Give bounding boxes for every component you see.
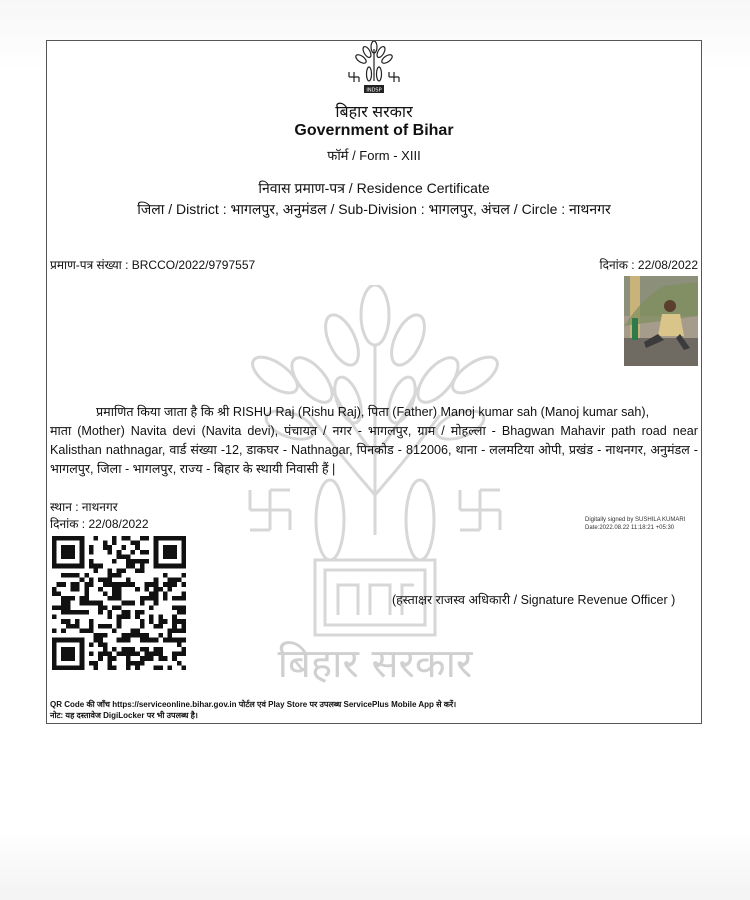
watermark-text: बिहार सरकार [277,641,473,685]
government-hindi: बिहार सरकार [335,104,413,121]
certificate-number: प्रमाण-पत्र संख्या : BRCCO/2022/9797557 [50,258,256,272]
certificate-title: निवास प्रमाण-पत्र / Residence Certificate [258,180,490,196]
body-rest: माता (Mother) Navita devi (Navita devi), पंचायत / नगर - भागलपुर, ग्राम / मोहल्ला - Bhagwan Mahavir path road near Kalisthan nathnagar, वार्ड संख्या -12, डाकघर - Nathnagar, पिनकोड - 812006, थाना - ललमटिया ओपी, प्रखंड - नाथनगर, अनुमंडल - भागलपुर, जिला - भागलपुर, राज्य - बिहार के स्थायी निवासी हैं | [50,424,698,476]
bihar-emblem-watermark [230,285,520,685]
qr-code [52,536,186,670]
body-line-1: प्रमाणित किया जाता है कि श्री RISHU Raj (Rishu Raj), पिता (Father) Manoj kumar sah (Manoj kumar sah), [96,405,650,419]
digital-signature-date: Date:2022.08.22 11:18:21 +05:30 [585,525,675,531]
place-date: दिनांक : 22/08/2022 [50,517,149,531]
footer-digilocker-note: नोट: यह दस्तावेज DigiLocker पर भी उपलब्ध है। [50,711,198,720]
digital-signature [585,516,685,532]
footer-qr-note: QR Code की जाँच https://serviceonline.bihar.gov.in पोर्टल एवं Play Store पर उपलब्ध ServicePlus Mobile App से करें। [50,700,457,709]
signature-label: (हस्ताक्षर राजस्व अधिकारी / Signature Revenue Officer ) [392,593,676,607]
certificate-body [50,403,698,479]
place: स्थान : नाथनगर [50,500,118,514]
date-top: दिनांक : 22/08/2022 [599,258,698,272]
form-number: फॉर्म / Form - XIII [327,148,421,163]
applicant-photo [624,276,698,366]
emblem-label: INDSP [366,87,382,94]
digital-signature-name: Digitally signed by SUSHILA KUMARI [585,517,686,523]
district-line: जिला / District : भागलपुर, अनुमंडल / Sub-Division : भागलपुर, अंचल / Circle : नाथनगर [137,201,611,217]
bihar-emblem-logo [343,41,405,97]
government-english: Government of Bihar [294,122,454,139]
